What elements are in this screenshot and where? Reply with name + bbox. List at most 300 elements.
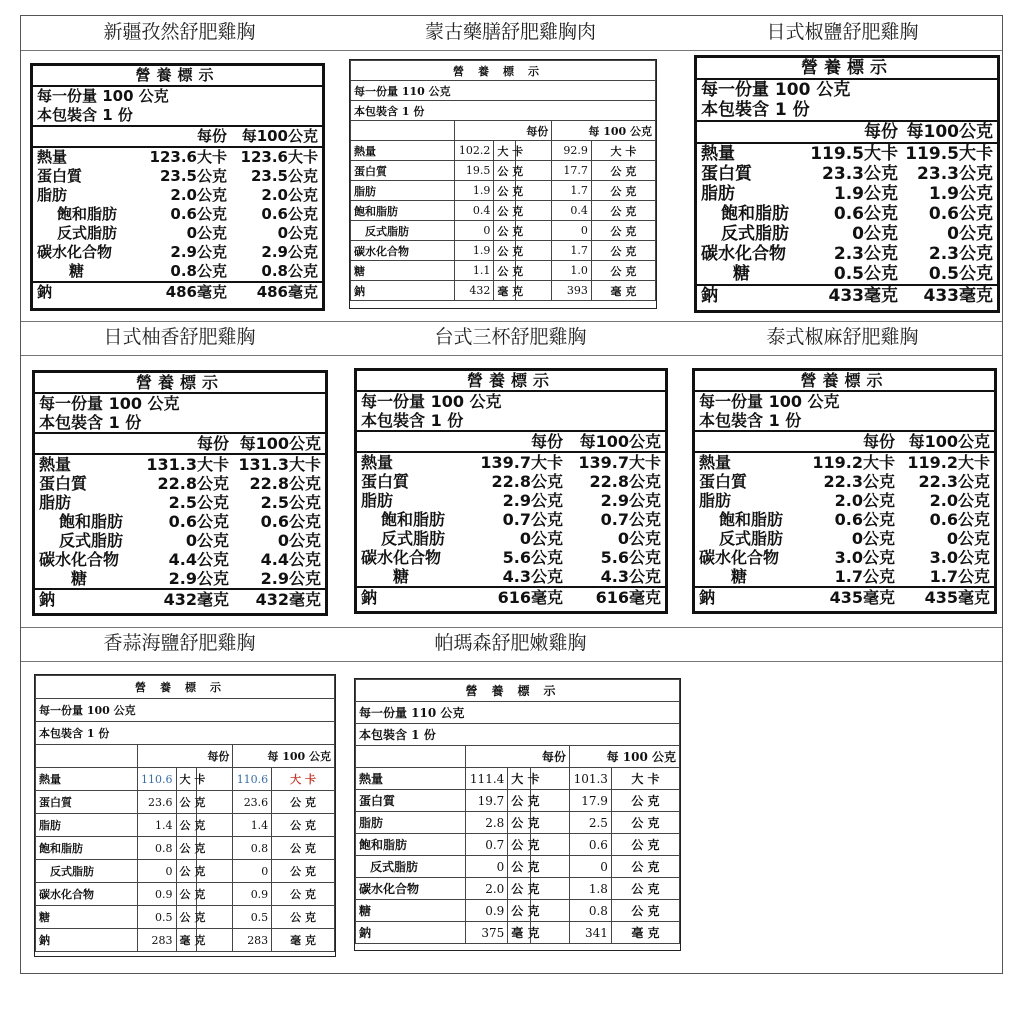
per-serving-value: 0公克 (185, 531, 229, 550)
per-100g-header: 每100公克 (239, 434, 321, 453)
nutrient-row (356, 790, 680, 812)
nutrient-row (33, 243, 322, 262)
nutrient-name: 蛋白質 (37, 167, 83, 185)
per-serving-unit: 公 克 (508, 878, 531, 900)
product-title: 帕瑪森舒肥嫩雞胸 (434, 632, 587, 654)
per-serving-value: 616毫克 (497, 588, 563, 607)
nutrient-name: 鈉 (699, 588, 716, 607)
per-100g-unit: 毫 克 (591, 281, 655, 301)
nutrient-name: 糖 (731, 567, 748, 586)
nutrient-row (351, 221, 656, 241)
per-100g-value: 131.3大卡 (238, 455, 321, 474)
blank-cell (356, 746, 466, 768)
nutrient-row (697, 144, 997, 164)
nutrient-name: 蛋白質 (351, 161, 455, 181)
per-serving-value: 111.4 (466, 768, 508, 790)
per-100g-header: 每100公克 (241, 127, 318, 145)
product-title: 泰式椒麻舒肥雞胸 (766, 326, 919, 348)
per-serving-value: 22.8公克 (491, 472, 563, 491)
per-100g-value: 2.0公克 (929, 491, 990, 510)
per-100g-value: 139.7大卡 (578, 453, 661, 472)
per-serving-value: 433毫克 (828, 286, 898, 306)
per-serving-value: 2.9公克 (170, 243, 227, 261)
column-header-row (35, 434, 325, 455)
nutrition-label (30, 63, 325, 311)
nutrient-row (35, 531, 325, 550)
nutrient-name: 反式脂肪 (57, 224, 118, 242)
per-serving-value: 432 (454, 281, 494, 301)
per-serving-value: 3.0公克 (834, 548, 895, 567)
nutrient-row (697, 184, 997, 204)
per-100g-unit: 大 卡 (272, 768, 335, 791)
nutrient-name: 熱量 (36, 768, 138, 791)
per-100g-value: 0.9 (233, 883, 272, 906)
nutrient-row (33, 167, 322, 186)
nutrient-row (36, 929, 335, 952)
per-100g-value: 0.8 (233, 837, 272, 860)
nutrient-name: 糖 (71, 569, 88, 588)
per-serving-value: 4.3公克 (502, 567, 563, 586)
label-header: 營養標示 (35, 373, 325, 394)
nutrient-name: 飽和脂肪 (59, 512, 124, 531)
nutrient-name: 鈉 (701, 286, 718, 306)
nutrient-row (351, 201, 656, 221)
per-serving-value: 0.5 (137, 906, 176, 929)
per-100g-unit: 公 克 (591, 181, 655, 201)
servings-per-pack: 本包裝含 1 份 (357, 411, 665, 432)
nutrient-row (36, 768, 335, 791)
per-100g-value: 2.5 (569, 812, 611, 834)
nutrient-name: 鈉 (36, 929, 138, 952)
nutrient-row (356, 922, 680, 944)
label-header: 營養標示 (357, 371, 665, 392)
serving-size: 每一份量 100 公克 (39, 394, 180, 413)
per-100g-value: 17.7 (552, 161, 592, 181)
nutrient-row (356, 856, 680, 878)
per-100g-value: 433毫克 (923, 286, 993, 306)
nutrient-name: 脂肪 (361, 491, 394, 510)
nutrient-name: 熱量 (351, 141, 455, 161)
per-100g-value: 1.7 (552, 241, 592, 261)
per-serving-header: 每份 (530, 432, 563, 451)
per-100g-value: 0.6公克 (261, 205, 318, 223)
nutrient-row (351, 261, 656, 281)
per-serving-value: 0.8 (137, 837, 176, 860)
serving-size: 每一份量 100 公克 (37, 87, 169, 105)
nutrient-name: 蛋白質 (699, 472, 748, 491)
per-100g-value: 110.6 (233, 768, 272, 791)
per-100g-unit: 公 克 (611, 812, 679, 834)
nutrient-row (33, 281, 322, 302)
per-100g-header: 每100公克 (908, 432, 990, 451)
per-100g-value: 123.6大卡 (240, 148, 318, 166)
per-100g-header: 每100公克 (906, 122, 993, 142)
nutrient-row (356, 900, 680, 922)
per-100g-value: 0公克 (947, 224, 993, 244)
column-header-row (33, 127, 322, 148)
serving-size: 每一份量 100 公克 (701, 80, 851, 100)
per-100g-value: 616毫克 (595, 588, 661, 607)
nutrient-name: 反式脂肪 (719, 529, 784, 548)
nutrition-label (354, 678, 681, 951)
per-100g-value: 1.9公克 (928, 184, 993, 204)
nutrient-row (351, 241, 656, 261)
nutrient-name: 糖 (393, 567, 410, 586)
per-serving-header: 每份 (137, 745, 233, 768)
label-header: 營養標示 (33, 66, 322, 87)
servings-per-pack: 本包裝含 1 份 (356, 724, 680, 746)
per-serving-value: 0.6公克 (168, 512, 229, 531)
per-100g-value: 2.5公克 (260, 493, 321, 512)
per-100g-unit: 公 克 (591, 221, 655, 241)
per-100g-value: 0 (569, 856, 611, 878)
per-serving-value: 0公克 (852, 224, 898, 244)
product-title: 日式椒鹽舒肥雞胸 (766, 21, 919, 43)
per-serving-value: 432毫克 (163, 590, 229, 609)
per-100g-value: 0.8公克 (261, 262, 318, 280)
nutrient-row (35, 512, 325, 531)
per-serving-value: 1.1 (454, 261, 494, 281)
per-serving-unit: 大 卡 (508, 768, 531, 790)
label-header: 營養標示 (695, 371, 994, 392)
per-100g-value: 486毫克 (256, 283, 318, 301)
per-serving-header: 每份 (454, 121, 552, 141)
nutrient-row (35, 569, 325, 588)
nutrient-name: 鈉 (356, 922, 466, 944)
nutrient-name: 碳水化合物 (356, 878, 466, 900)
nutrient-name: 蛋白質 (356, 790, 466, 812)
nutrient-name: 反式脂肪 (721, 224, 789, 244)
per-100g-value: 3.0公克 (929, 548, 990, 567)
per-100g-value: 0.8 (569, 900, 611, 922)
label-table (350, 60, 656, 301)
per-serving-value: 19.7 (466, 790, 508, 812)
nutrient-row (36, 906, 335, 929)
nutrient-name: 鈉 (351, 281, 455, 301)
per-serving-value: 2.9公克 (502, 491, 563, 510)
per-serving-value: 1.9 (454, 181, 494, 201)
per-100g-value: 0.5公克 (928, 264, 993, 284)
per-100g-value: 0.7公克 (600, 510, 661, 529)
nutrient-row (36, 883, 335, 906)
servings-per-pack: 本包裝含 1 份 (36, 722, 335, 745)
nutrition-label (692, 368, 997, 614)
nutrient-row (33, 224, 322, 243)
nutrient-name: 脂肪 (351, 181, 455, 201)
nutrient-row (351, 281, 656, 301)
per-100g-unit: 大 卡 (591, 141, 655, 161)
nutrient-row (697, 204, 997, 224)
serving-size: 每一份量 100 公克 (699, 392, 840, 411)
nutrient-row (357, 453, 665, 472)
per-100g-value: 5.6公克 (600, 548, 661, 567)
per-serving-value: 1.4 (137, 814, 176, 837)
per-serving-value: 0公克 (851, 529, 895, 548)
per-100g-value: 0公克 (277, 531, 321, 550)
per-serving-header: 每份 (466, 746, 570, 768)
nutrient-name: 飽和脂肪 (57, 205, 118, 223)
column-header-row (695, 432, 994, 453)
nutrient-row (357, 529, 665, 548)
column-header-row (697, 122, 997, 144)
nutrient-row (33, 186, 322, 205)
nutrient-row (351, 141, 656, 161)
per-100g-value: 283 (233, 929, 272, 952)
nutrient-name: 蛋白質 (39, 474, 88, 493)
nutrition-label (694, 55, 1000, 313)
nutrient-row (357, 510, 665, 529)
per-serving-value: 2.0公克 (834, 491, 895, 510)
label-header: 營養標示 (36, 676, 335, 699)
nutrient-name: 反式脂肪 (59, 531, 124, 550)
serving-size: 每一份量 110 公克 (351, 81, 656, 101)
nutrient-row (695, 472, 994, 491)
nutrient-row (695, 491, 994, 510)
per-serving-value: 283 (137, 929, 176, 952)
nutrient-row (36, 860, 335, 883)
nutrient-name: 脂肪 (356, 812, 466, 834)
nutrient-name: 熱量 (39, 455, 72, 474)
nutrient-row (35, 588, 325, 609)
per-serving-value: 119.2大卡 (812, 453, 895, 472)
per-serving-value: 131.3大卡 (146, 455, 229, 474)
per-100g-value: 1.4 (233, 814, 272, 837)
per-serving-value: 0.5公克 (833, 264, 898, 284)
per-100g-value: 2.9公克 (260, 569, 321, 588)
nutrient-row (357, 548, 665, 567)
per-serving-value: 486毫克 (165, 283, 227, 301)
nutrient-row (697, 164, 997, 184)
nutrient-row (357, 586, 665, 607)
per-100g-value: 101.3 (569, 768, 611, 790)
nutrient-name: 脂肪 (39, 493, 72, 512)
per-100g-value: 0.6公克 (260, 512, 321, 531)
nutrient-name: 飽和脂肪 (36, 837, 138, 860)
nutrient-row (356, 812, 680, 834)
nutrient-name: 熱量 (699, 453, 732, 472)
column-header-row (357, 432, 665, 453)
per-serving-value: 2.0公克 (170, 186, 227, 204)
per-100g-value: 4.3公克 (600, 567, 661, 586)
servings-per-pack: 本包裝含 1 份 (695, 411, 994, 432)
nutrient-row (357, 472, 665, 491)
product-title: 台式三杯舒肥雞胸 (434, 326, 587, 348)
nutrient-name: 脂肪 (36, 814, 138, 837)
per-100g-value: 435毫克 (924, 588, 990, 607)
per-serving-value: 1.9公克 (833, 184, 898, 204)
per-100g-unit: 毫 克 (272, 929, 335, 952)
per-100g-value: 0.4 (552, 201, 592, 221)
label-header: 營養標示 (351, 61, 656, 81)
per-serving-header: 每份 (196, 127, 227, 145)
nutrient-name: 熱量 (701, 144, 735, 164)
per-100g-unit: 公 克 (611, 900, 679, 922)
nutrient-name: 碳水化合物 (37, 243, 113, 261)
nutrient-row (697, 264, 997, 284)
nutrient-row (36, 791, 335, 814)
nutrient-name: 糖 (69, 262, 85, 280)
per-serving-unit: 大 卡 (494, 141, 515, 161)
per-100g-value: 23.5公克 (250, 167, 318, 185)
per-serving-unit: 公 克 (494, 221, 515, 241)
nutrient-name: 反式脂肪 (36, 860, 138, 883)
nutrient-name: 鈉 (39, 590, 56, 609)
nutrition-label (354, 368, 668, 614)
per-serving-header: 每份 (864, 122, 898, 142)
nutrient-name: 飽和脂肪 (721, 204, 789, 224)
per-100g-value: 4.4公克 (260, 550, 321, 569)
nutrient-row (357, 567, 665, 586)
nutrient-row (33, 148, 322, 167)
per-100g-value: 119.2大卡 (907, 453, 990, 472)
nutrient-row (33, 205, 322, 224)
nutrient-name: 碳水化合物 (699, 548, 780, 567)
per-serving-header: 每份 (196, 434, 229, 453)
per-serving-unit: 公 克 (494, 201, 515, 221)
nutrient-row (351, 181, 656, 201)
nutrient-row (695, 510, 994, 529)
servings-per-pack: 本包裝含 1 份 (33, 106, 322, 127)
per-100g-value: 23.6 (233, 791, 272, 814)
per-100g-header: 每 100 公克 (552, 121, 656, 141)
per-serving-unit: 毫 克 (494, 281, 515, 301)
per-serving-value: 0公克 (519, 529, 563, 548)
nutrient-row (35, 493, 325, 512)
per-serving-value: 0.9 (137, 883, 176, 906)
per-100g-unit: 公 克 (611, 856, 679, 878)
per-serving-value: 435毫克 (829, 588, 895, 607)
per-100g-unit: 公 克 (591, 201, 655, 221)
nutrient-name: 糖 (351, 261, 455, 281)
per-100g-value: 22.8公克 (589, 472, 661, 491)
nutrient-name: 飽和脂肪 (719, 510, 784, 529)
per-100g-value: 2.9公克 (600, 491, 661, 510)
per-100g-value: 0公克 (277, 224, 318, 242)
per-serving-value: 119.5大卡 (810, 144, 898, 164)
per-100g-value: 1.7 (552, 181, 592, 201)
per-serving-unit: 公 克 (176, 860, 197, 883)
blank-cell (351, 121, 455, 141)
per-serving-unit: 毫 克 (176, 929, 197, 952)
nutrient-name: 反式脂肪 (356, 856, 466, 878)
nutrient-row (695, 548, 994, 567)
per-100g-unit: 公 克 (591, 241, 655, 261)
per-100g-unit: 大 卡 (611, 768, 679, 790)
per-serving-value: 0.7 (466, 834, 508, 856)
per-serving-value: 23.6 (137, 791, 176, 814)
per-serving-value: 0.8公克 (170, 262, 227, 280)
per-100g-value: 393 (552, 281, 592, 301)
nutrient-name: 糖 (36, 906, 138, 929)
per-100g-value: 432毫克 (255, 590, 321, 609)
per-serving-value: 102.2 (454, 141, 494, 161)
servings-per-pack: 本包裝含 1 份 (35, 413, 325, 434)
nutrition-label (34, 674, 336, 957)
nutrient-row (695, 567, 994, 586)
per-serving-value: 1.9 (454, 241, 494, 261)
nutrient-name: 鈉 (37, 283, 53, 301)
per-100g-value: 1.7公克 (929, 567, 990, 586)
per-serving-header: 每份 (862, 432, 895, 451)
per-serving-unit: 公 克 (508, 856, 531, 878)
per-serving-value: 0公克 (186, 224, 227, 242)
per-serving-value: 19.5 (454, 161, 494, 181)
per-serving-value: 2.9公克 (168, 569, 229, 588)
per-100g-value: 17.9 (569, 790, 611, 812)
per-serving-unit: 公 克 (176, 837, 197, 860)
label-header: 營養標示 (356, 680, 680, 702)
nutrient-row (695, 529, 994, 548)
nutrient-name: 脂肪 (701, 184, 735, 204)
nutrient-name: 碳水化合物 (39, 550, 120, 569)
nutrient-row (695, 453, 994, 472)
per-100g-unit: 公 克 (272, 814, 335, 837)
per-serving-unit: 公 克 (508, 812, 531, 834)
per-serving-unit: 公 克 (176, 791, 197, 814)
per-100g-value: 22.3公克 (918, 472, 990, 491)
nutrient-name: 熱量 (37, 148, 68, 166)
nutrient-row (356, 768, 680, 790)
nutrient-name: 蛋白質 (701, 164, 752, 184)
per-100g-unit: 公 克 (591, 161, 655, 181)
per-serving-unit: 公 克 (494, 241, 515, 261)
nutrient-name: 碳水化合物 (361, 548, 442, 567)
per-100g-value: 2.0公克 (261, 186, 318, 204)
per-serving-value: 1.7公克 (834, 567, 895, 586)
servings-per-pack: 本包裝含 1 份 (351, 101, 656, 121)
per-serving-value: 2.8 (466, 812, 508, 834)
per-serving-value: 22.3公克 (823, 472, 895, 491)
nutrient-name: 糖 (733, 264, 750, 284)
nutrient-name: 反式脂肪 (381, 529, 446, 548)
nutrient-name: 糖 (356, 900, 466, 922)
per-100g-unit: 公 克 (611, 878, 679, 900)
nutrient-name: 鈉 (361, 588, 378, 607)
per-serving-value: 139.7大卡 (480, 453, 563, 472)
per-100g-value: 0.5 (233, 906, 272, 929)
per-100g-value: 2.9公克 (261, 243, 318, 261)
per-serving-value: 23.3公克 (822, 164, 898, 184)
per-100g-value: 341 (569, 922, 611, 944)
serving-size: 每一份量 100 公克 (36, 699, 335, 722)
per-serving-unit: 毫 克 (508, 922, 531, 944)
label-table (35, 675, 335, 952)
per-100g-unit: 公 克 (272, 883, 335, 906)
nutrient-row (695, 586, 994, 607)
per-serving-unit: 公 克 (176, 883, 197, 906)
per-100g-value: 0 (552, 221, 592, 241)
nutrient-row (36, 837, 335, 860)
per-serving-value: 0.6公克 (834, 510, 895, 529)
blank-cell (36, 745, 138, 768)
nutrient-name: 蛋白質 (361, 472, 410, 491)
per-serving-value: 375 (466, 922, 508, 944)
per-100g-value: 23.3公克 (917, 164, 993, 184)
per-100g-value: 0.6公克 (928, 204, 993, 224)
per-serving-unit: 大 卡 (176, 768, 197, 791)
per-100g-value: 92.9 (552, 141, 592, 161)
per-100g-value: 0.6公克 (929, 510, 990, 529)
per-100g-unit: 公 克 (272, 791, 335, 814)
nutrient-row (35, 550, 325, 569)
per-serving-unit: 公 克 (508, 790, 531, 812)
per-100g-value: 0 (233, 860, 272, 883)
per-serving-unit: 公 克 (176, 906, 197, 929)
per-100g-unit: 毫 克 (611, 922, 679, 944)
per-serving-value: 0.9 (466, 900, 508, 922)
per-100g-header: 每100公克 (579, 432, 661, 451)
nutrient-name: 脂肪 (37, 186, 68, 204)
